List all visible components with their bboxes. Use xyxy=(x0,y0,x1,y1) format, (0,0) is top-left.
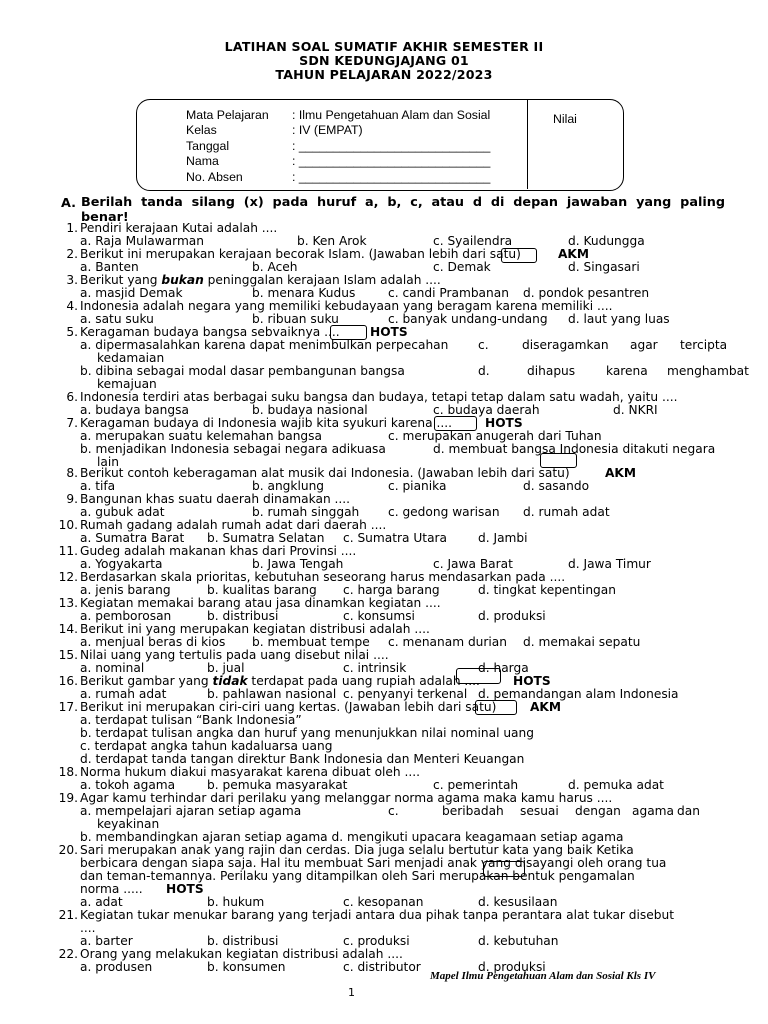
question-number: 7. xyxy=(66,416,78,430)
answer-option: a. merupakan suatu kelemahan bangsa xyxy=(80,429,322,443)
answer-option: d. NKRI xyxy=(613,403,658,417)
question-number: 8. xyxy=(66,466,78,480)
answer-option: c. xyxy=(388,804,399,818)
section-instruction-cont: benar! xyxy=(81,210,129,225)
text-line: b. membandingkan ajaran setiap agama d. mengikuti upacara keagamaan setiap agama xyxy=(80,830,624,844)
page-number: 1 xyxy=(348,986,355,999)
answer-option: c. distributor xyxy=(343,960,421,974)
question-text: Indonesia terdiri atas berbagai suku bangsa dan budaya, tetapi tetap dalam satu wadah, yaitu .... xyxy=(80,390,678,404)
identity-value: : Ilmu Pengetahuan Alam dan Sosial xyxy=(292,108,491,122)
answer-option: d. tingkat kepentingan xyxy=(478,583,616,597)
answer-box xyxy=(330,325,367,340)
question-number: 3. xyxy=(66,273,78,287)
question-text: Norma hukum diakui masyarakat karena dibuat oleh .... xyxy=(80,765,421,779)
question-text: Berikut ini merupakan kerajaan becorak Islam. (Jawaban lebih dari satu) xyxy=(80,247,521,261)
answer-option: a. barter xyxy=(80,934,133,948)
answer-option: c. penyanyi terkenal xyxy=(343,687,468,701)
answer-option: b. dibina sebagai modal dasar pembangunan bangsa xyxy=(80,364,405,378)
answer-option: c. merupakan anugerah dari Tuhan xyxy=(388,429,602,443)
answer-option: a. adat xyxy=(80,895,123,909)
answer-option: a. rumah adat xyxy=(80,687,167,701)
answer-option: b. budaya nasional xyxy=(252,403,368,417)
question-text: Berikut gambar yang tidak terdapat pada uang rupiah adalah .... xyxy=(80,674,480,688)
score-divider xyxy=(527,100,528,189)
answer-option: a. tokoh agama xyxy=(80,778,176,792)
answer-option: d. produksi xyxy=(478,960,546,974)
answer-box xyxy=(434,416,477,431)
text-line: keyakinan xyxy=(97,817,160,831)
answer-option: a. jenis barang xyxy=(80,583,171,597)
answer-option: b. Jawa Tengah xyxy=(252,557,344,571)
question-text: Berdasarkan skala prioritas, kebutuhan seseorang harus mendasarkan pada .... xyxy=(80,570,566,584)
identity-value: : ____________________________ xyxy=(292,170,491,184)
answer-option: d. xyxy=(478,364,490,378)
answer-option: b. membuat tempe xyxy=(252,635,370,649)
question-number: 9. xyxy=(66,492,78,506)
answer-option: b. angklung xyxy=(252,479,325,493)
question-tag: AKM xyxy=(558,247,590,261)
question-text: Sari merupakan anak yang rajin dan cerdas. Dia juga selalu bertutur kata yang baik Ketika xyxy=(80,843,634,857)
answer-option: beribadah xyxy=(442,804,504,818)
identity-label: Nama xyxy=(186,154,219,168)
school-year: TAHUN PELAJARAN 2022/2023 xyxy=(275,67,493,82)
question-text: Orang yang melakukan kegiatan distribusi adalah .... xyxy=(80,947,403,961)
question-text: Berikut contoh keberagaman alat musik dai Indonesia. (Jawaban lebih dari satu) xyxy=(80,466,570,480)
answer-option: a. budaya bangsa xyxy=(80,403,189,417)
answer-option: b. pahlawan nasional xyxy=(207,687,337,701)
answer-option: a. menjual beras di kios xyxy=(80,635,226,649)
answer-option: a. dipermasalahkan karena dapat menimbulkan perpecahan xyxy=(80,338,449,352)
answer-option: c. budaya daerah xyxy=(433,403,540,417)
answer-option: b. menjadikan Indonesia sebagai negara adikuasa xyxy=(80,442,386,456)
question-number: 21. xyxy=(58,908,78,922)
answer-option: c. Demak xyxy=(433,260,491,274)
answer-option: c. xyxy=(478,338,489,352)
text-line: norma ..... xyxy=(80,882,143,896)
answer-option: a. Raja Mulawarman xyxy=(80,234,205,248)
text-line: .... xyxy=(80,921,96,935)
question-text: Berikut yang bukan peninggalan kerajaan Islam adalah .... xyxy=(80,273,441,287)
answer-option: a. Sumatra Barat xyxy=(80,531,185,545)
answer-option: a. gubuk adat xyxy=(80,505,165,519)
school-name: SDN KEDUNGJAJANG 01 xyxy=(299,53,469,68)
answer-option: d. Jawa Timur xyxy=(568,557,651,571)
question-text: Keragaman budaya bangsa sebvaiknya .... xyxy=(80,325,340,339)
answer-option: menghambat xyxy=(667,364,749,378)
answer-option: sesuai xyxy=(520,804,559,818)
answer-option: b. menara Kudus xyxy=(252,286,356,300)
answer-option: b. Ken Arok xyxy=(297,234,367,248)
question-number: 16. xyxy=(58,674,78,688)
footer-subject: Mapel Ilmu Pengetahuan Alam dan Sosial Kls IV xyxy=(430,970,656,982)
answer-option: b. pemuka masyarakat xyxy=(207,778,348,792)
answer-option: d. kesusilaan xyxy=(478,895,558,909)
answer-option: c. Sumatra Utara xyxy=(343,531,448,545)
question-text: Gudeg adalah makanan khas dari Provinsi .... xyxy=(80,544,357,558)
answer-option: b. ribuan suku xyxy=(252,312,339,326)
answer-box xyxy=(501,248,537,263)
answer-option: b. Aceh xyxy=(252,260,298,274)
identity-label: Tanggal xyxy=(186,139,230,153)
answer-box xyxy=(483,861,525,877)
question-text: Agar kamu terhindar dari perilaku yang melanggar norma agama maka kamu harus .... xyxy=(80,791,613,805)
answer-option: a. Yogyakarta xyxy=(80,557,163,571)
identity-label: No. Absen xyxy=(186,170,243,184)
question-number: 22. xyxy=(58,947,78,961)
worksheet-title: LATIHAN SOAL SUMATIF AKHIR SEMESTER II xyxy=(224,39,544,54)
text-line: lain xyxy=(97,455,119,469)
answer-option: a. Banten xyxy=(80,260,139,274)
answer-option: d. membuat bangsa Indonesia ditakuti negara xyxy=(433,442,716,456)
question-text: Berikut ini merupakan ciri-ciri uang kertas. (Jawaban lebih dari satu) xyxy=(80,700,497,714)
answer-option: c. Syailendra xyxy=(433,234,513,248)
answer-option: diseragamkan xyxy=(522,338,609,352)
question-tag: AKM xyxy=(530,700,562,714)
question-number: 2. xyxy=(66,247,78,261)
answer-option: c. konsumsi xyxy=(343,609,415,623)
answer-option: a. pemborosan xyxy=(80,609,172,623)
answer-option: a. masjid Demak xyxy=(80,286,183,300)
answer-option: d. pondok pesantren xyxy=(523,286,650,300)
question-tag: HOTS xyxy=(485,416,523,430)
answer-option: d. harga xyxy=(478,661,529,675)
section-letter: A. xyxy=(61,196,77,211)
identity-label: Mata Pelajaran xyxy=(186,108,269,122)
answer-option: karena xyxy=(606,364,648,378)
question-text: Kegiatan memakai barang atau jasa dinamkan kegiatan .... xyxy=(80,596,441,610)
emphasis-word: bukan xyxy=(161,273,204,287)
question-text: Nilai uang yang tertulis pada uang disebut nilai .... xyxy=(80,648,389,662)
question-number: 20. xyxy=(58,843,78,857)
answer-option: c. candi Prambanan xyxy=(388,286,509,300)
answer-option: d. Singasari xyxy=(568,260,640,274)
text-line: a. terdapat tulisan “Bank Indonesia” xyxy=(80,713,302,727)
answer-option: c. pianika xyxy=(388,479,447,493)
answer-option: b. rumah singgah xyxy=(252,505,360,519)
answer-option: dan xyxy=(677,804,700,818)
question-number: 15. xyxy=(58,648,78,662)
question-number: 1. xyxy=(66,221,78,235)
question-number: 13. xyxy=(58,596,78,610)
answer-option: d. laut yang luas xyxy=(568,312,670,326)
answer-option: a. produsen xyxy=(80,960,153,974)
answer-option: b. konsumen xyxy=(207,960,286,974)
question-number: 10. xyxy=(58,518,78,532)
identity-value: : IV (EMPAT) xyxy=(292,123,363,137)
answer-option: d. produksi xyxy=(478,609,546,623)
answer-option: b. kualitas barang xyxy=(207,583,317,597)
question-text: Pendiri kerajaan Kutai adalah .... xyxy=(80,221,278,235)
answer-option: agama xyxy=(632,804,675,818)
answer-option: d. rumah adat xyxy=(523,505,610,519)
answer-option: dihapus xyxy=(527,364,576,378)
answer-box xyxy=(456,668,501,684)
identity-label: Kelas xyxy=(186,123,217,137)
answer-option: b. distribusi xyxy=(207,609,279,623)
question-text: Berikut ini yang merupakan kegiatan distribusi adalah .... xyxy=(80,622,430,636)
question-number: 4. xyxy=(66,299,78,313)
question-number: 17. xyxy=(58,700,78,714)
answer-option: d. Kudungga xyxy=(568,234,645,248)
answer-option: a. mempelajari ajaran setiap agama xyxy=(80,804,302,818)
answer-option: c. kesopanan xyxy=(343,895,424,909)
text-line: kedamaian xyxy=(97,351,165,365)
answer-option: c. menanam durian xyxy=(388,635,508,649)
question-text: Keragaman budaya di Indonesia wajib kita syukuri karena .... xyxy=(80,416,452,430)
answer-option: d. pemuka adat xyxy=(568,778,664,792)
answer-option: c. harga barang xyxy=(343,583,440,597)
question-text: Bangunan khas suatu daerah dinamakan .... xyxy=(80,492,351,506)
answer-option: d. memakai sepatu xyxy=(523,635,641,649)
text-line: d. terdapat tanda tangan direktur Bank Indonesia dan Menteri Keuangan xyxy=(80,752,525,766)
identity-value: : ____________________________ xyxy=(292,139,491,153)
answer-option: d. sasando xyxy=(523,479,590,493)
identity-value: : ____________________________ xyxy=(292,154,491,168)
text-line: berbicara dengan siapa saja. Hal itu membuat Sari menjadi anak yang disayangi oleh orang tua xyxy=(80,856,667,870)
question-tag: HOTS xyxy=(370,325,408,339)
answer-option: agar xyxy=(630,338,658,352)
question-tag: HOTS xyxy=(166,882,204,896)
text-line: c. terdapat angka tahun kadaluarsa uang xyxy=(80,739,333,753)
text-line: kemajuan xyxy=(97,377,157,391)
answer-option: dengan xyxy=(575,804,621,818)
answer-option: d. Jambi xyxy=(478,531,528,545)
answer-box xyxy=(540,453,577,468)
question-text: Kegiatan tukar menukar barang yang terjadi antara dua pihak tanpa perantara alat tukar disebut xyxy=(80,908,675,922)
question-number: 11. xyxy=(58,544,78,558)
answer-option: a. tifa xyxy=(80,479,116,493)
question-number: 6. xyxy=(66,390,78,404)
question-tag: AKM xyxy=(605,466,637,480)
emphasis-word: tidak xyxy=(212,674,248,688)
answer-option: d. pemandangan alam Indonesia xyxy=(478,687,679,701)
answer-option: b. hukum xyxy=(207,895,265,909)
question-number: 12. xyxy=(58,570,78,584)
question-text: Rumah gadang adalah rumah adat dari daerah .... xyxy=(80,518,387,532)
section-instruction: Berilah tanda silang (x) pada huruf a, b, c, atau d di depan jawaban yang paling xyxy=(81,195,725,210)
question-number: 18. xyxy=(58,765,78,779)
score-label: Nilai xyxy=(553,112,577,126)
question-number: 19. xyxy=(58,791,78,805)
answer-box xyxy=(475,700,517,715)
answer-option: a. satu suku xyxy=(80,312,154,326)
question-text: Indonesia adalah negara yang memiliki kebudayaan yang beragam karena memiliki .... xyxy=(80,299,613,313)
answer-option: c. produksi xyxy=(343,934,410,948)
answer-option: c. Jawa Barat xyxy=(433,557,513,571)
answer-option: c. pemerintah xyxy=(433,778,519,792)
answer-option: b. distribusi xyxy=(207,934,279,948)
answer-option: tercipta xyxy=(680,338,728,352)
question-number: 14. xyxy=(58,622,78,636)
answer-option: d. kebutuhan xyxy=(478,934,559,948)
text-line: b. terdapat tulisan angka dan huruf yang menunjukkan nilai nominal uang xyxy=(80,726,534,740)
answer-option: b. jual xyxy=(207,661,245,675)
text-line: dan teman-temannya. Perilaku yang ditampilkan oleh Sari merupakan bentuk pengamalan xyxy=(80,869,635,883)
answer-option: c. banyak undang-undang xyxy=(388,312,548,326)
answer-option: c. gedong warisan xyxy=(388,505,500,519)
answer-option: a. nominal xyxy=(80,661,145,675)
answer-option: b. Sumatra Selatan xyxy=(207,531,325,545)
answer-option: c. intrinsik xyxy=(343,661,407,675)
question-tag: HOTS xyxy=(513,674,551,688)
question-number: 5. xyxy=(66,325,78,339)
